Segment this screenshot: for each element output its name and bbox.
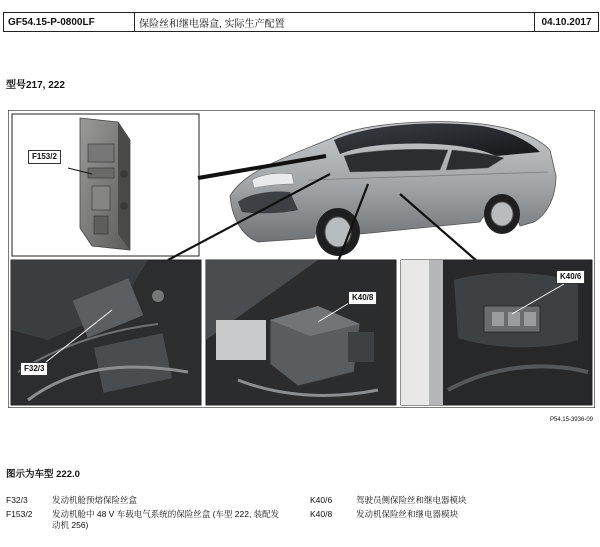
document-header xyxy=(3,12,599,32)
image-reference: P54.15-3936-09 xyxy=(549,417,593,423)
fuse-box-f32-3-photo xyxy=(11,260,201,405)
legend-item xyxy=(310,495,590,507)
legend-code: K40/6 xyxy=(310,495,333,505)
legend-code: K40/8 xyxy=(310,509,333,519)
figure-illustration xyxy=(8,110,595,408)
legend-desc: 发动机保险丝和继电器模块 xyxy=(356,509,459,519)
legend-item xyxy=(310,509,590,521)
callout-k40-8: K40/8 xyxy=(348,291,377,305)
document-code: GF54.15-P-0800LF xyxy=(4,13,135,31)
callout-k40-6: K40/6 xyxy=(556,270,585,284)
legend-code: F153/2 xyxy=(6,509,33,519)
legend-item xyxy=(6,509,296,533)
figure-caption: 图示为车型 222.0 xyxy=(6,469,80,480)
legend-desc: 驾驶员侧保险丝和继电器模块 xyxy=(356,495,467,505)
fuse-box-f153-2-inset xyxy=(12,114,199,256)
model-designation: 型号217, 222 xyxy=(6,80,65,91)
legend-desc: 发动机舱预熔保险丝盒 xyxy=(52,495,138,505)
legend-desc: 发动机舱中 48 V 车载电气系统的保险丝盒 (车型 222, 装配发动机 256) xyxy=(52,509,280,530)
document-date: 04.10.2017 xyxy=(541,16,592,28)
callout-f153-2: F153/2 xyxy=(28,150,61,164)
legend-code: F32/3 xyxy=(6,495,28,505)
location-figure xyxy=(8,110,595,408)
document-title: 保险丝和继电器盒, 实际生产配置 xyxy=(135,13,535,31)
fuse-box-k40-8-photo xyxy=(206,260,396,405)
legend-item xyxy=(6,495,296,507)
callout-f32-3: F32/3 xyxy=(20,362,48,376)
